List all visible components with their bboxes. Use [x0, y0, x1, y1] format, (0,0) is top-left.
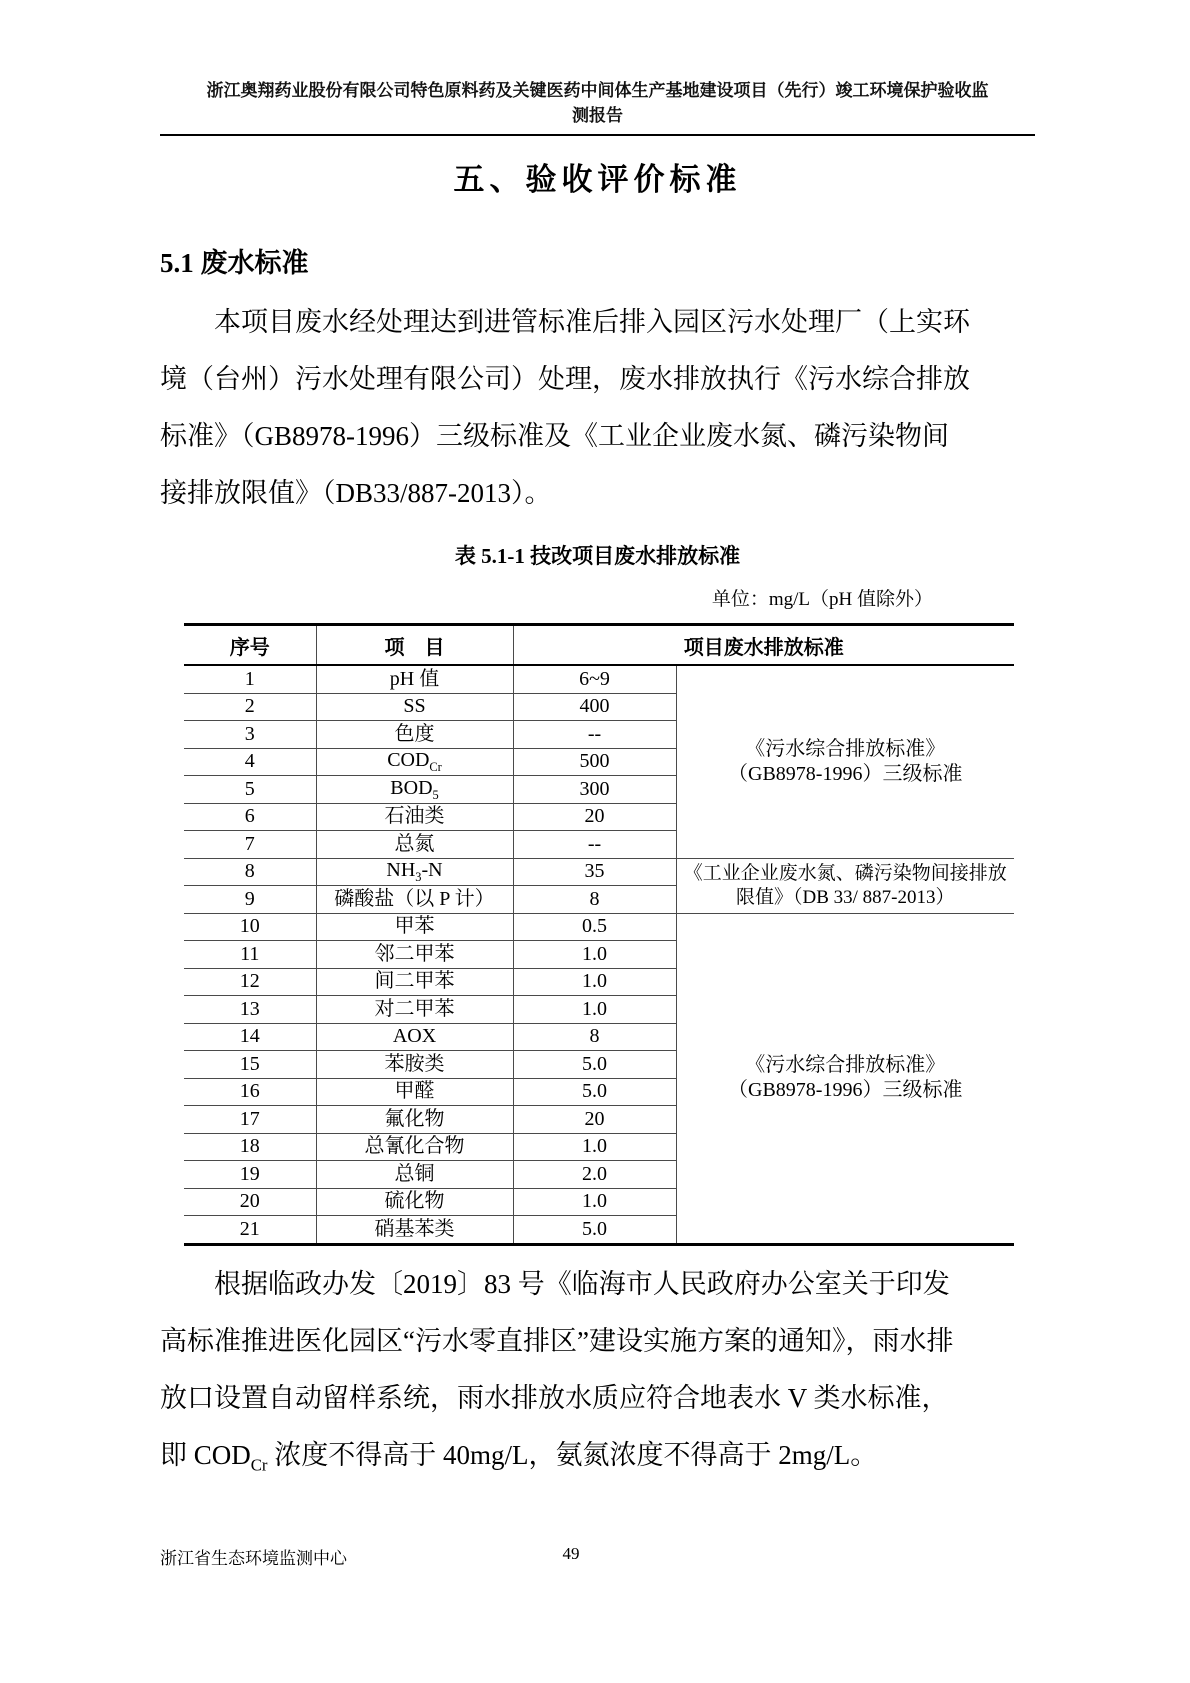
cod-subscript: Cr	[250, 1454, 268, 1474]
row-number-cell: 3	[184, 721, 316, 749]
limit-value-cell: 1.0	[513, 968, 676, 996]
limit-value-cell: 8	[513, 1023, 676, 1051]
limit-value-cell: --	[513, 831, 676, 859]
limit-value-cell: 6~9	[513, 665, 676, 693]
row-number-cell: 21	[184, 1216, 316, 1245]
item-subscript: 3	[415, 870, 422, 885]
paragraph-line: 接排放限值》（DB33/887-2013）。	[160, 478, 552, 508]
row-number-cell: 17	[184, 1106, 316, 1134]
report-title-header	[160, 78, 1035, 128]
paragraph-line: 高标准推进医化园区“污水零直排区”建设实施方案的通知》，雨水排	[160, 1325, 954, 1356]
row-number-cell: 12	[184, 968, 316, 996]
limit-value-cell: 20	[513, 803, 676, 831]
page-footer	[160, 1544, 1035, 1569]
unit-note: 单位：mg/L（pH 值除外）	[711, 589, 933, 610]
item-subscript: 5	[432, 787, 439, 802]
header-line-2: 测报告	[572, 106, 623, 125]
row-number-cell: 18	[184, 1133, 316, 1161]
paragraph-line: 本项目废水经处理达到进管标准后排入园区污水处理厂（上实环	[214, 307, 970, 337]
limit-value-cell: --	[513, 721, 676, 749]
item-cell: 磷酸盐（以 P 计）	[316, 886, 513, 914]
row-number-cell: 5	[184, 776, 316, 804]
intro-paragraph	[160, 294, 1035, 522]
limit-value-cell: 5.0	[513, 1078, 676, 1106]
item-cell: 色度	[316, 721, 513, 749]
item-cell: 总氰化合物	[316, 1133, 513, 1161]
limit-value-cell: 1.0	[513, 1133, 676, 1161]
wastewater-standards-table	[184, 623, 1014, 1246]
paragraph-line: 境（台州）污水处理有限公司）处理，废水排放执行《污水综合排放	[160, 364, 970, 394]
limit-value-cell: 300	[513, 776, 676, 804]
paragraph-line-cod	[160, 1427, 1035, 1493]
row-number-cell: 8	[184, 858, 316, 886]
item-cell: 甲醛	[316, 1078, 513, 1106]
row-number-cell: 20	[184, 1188, 316, 1216]
item-cell: 对二甲苯	[316, 996, 513, 1024]
standard-line: 《污水综合排放标准》	[745, 1054, 946, 1076]
limit-value-cell: 20	[513, 1106, 676, 1134]
standard-cell	[676, 858, 1014, 913]
row-number-cell: 10	[184, 913, 316, 941]
item-cell: 苯胺类	[316, 1051, 513, 1079]
limit-value-cell: 5.0	[513, 1216, 676, 1245]
item-cell: 总氮	[316, 831, 513, 859]
row-number-cell: 4	[184, 748, 316, 776]
chapter-title: 五、验收评价标准	[453, 162, 742, 197]
page-number: 49	[562, 1544, 580, 1563]
row-number-cell: 2	[184, 693, 316, 721]
limit-value-cell: 5.0	[513, 1051, 676, 1079]
item-cell: 硫化物	[316, 1188, 513, 1216]
item-cell: 氟化物	[316, 1106, 513, 1134]
row-number-cell: 14	[184, 1023, 316, 1051]
standard-line: 《工业企业废水氮、磷污染物间接排放	[683, 862, 1007, 884]
item-cell: $BOD_5$	[316, 776, 513, 804]
row-number-cell: 6	[184, 803, 316, 831]
item-cell: AOX	[316, 1023, 513, 1051]
row-number-cell: 11	[184, 941, 316, 969]
limit-value-cell: 0.5	[513, 913, 676, 941]
item-cell: 硝基苯类	[316, 1216, 513, 1245]
table-body	[184, 665, 1014, 1244]
item-cell: 间二甲苯	[316, 968, 513, 996]
item-cell: 邻二甲苯	[316, 941, 513, 969]
limit-value-cell: 1.0	[513, 1188, 676, 1216]
table-caption: 表 5.1-1 技改项目废水排放标准	[454, 544, 741, 568]
table-row	[184, 913, 1014, 941]
row-number-cell: 15	[184, 1051, 316, 1079]
item-cell: 甲苯	[316, 913, 513, 941]
standard-line: 《污水综合排放标准》	[745, 737, 946, 760]
col-header-item: 项 目	[316, 625, 513, 666]
section-heading: 5.1 废水标准	[160, 248, 309, 278]
item-cell: pH 值	[316, 665, 513, 693]
row-number-cell: 13	[184, 996, 316, 1024]
closing-paragraph	[160, 1256, 1035, 1493]
col-header-no: 序号	[184, 625, 316, 666]
limit-value-cell: 1.0	[513, 996, 676, 1024]
item-cell: $NH_3-N$	[316, 858, 513, 886]
limit-value-cell: 2.0	[513, 1161, 676, 1189]
item-subscript: Cr	[429, 760, 442, 775]
col-header-standard: 项目废水排放标准	[513, 625, 1014, 666]
standard-line: （GB8978-1996）三级标准	[728, 762, 963, 785]
standard-line: （GB8978-1996）三级标准	[728, 1079, 963, 1101]
limit-value-cell: 35	[513, 858, 676, 886]
item-cell: SS	[316, 693, 513, 721]
cod-text-pre: 即 COD	[160, 1439, 251, 1470]
item-cell: 总铜	[316, 1161, 513, 1189]
table-row	[184, 665, 1014, 693]
table-header-row	[184, 625, 1014, 666]
cod-text-post: 浓度不得高于 40mg/L，氨氮浓度不得高于 2mg/L。	[267, 1439, 878, 1470]
item-cell: $COD_{Cr}$	[316, 748, 513, 776]
header-line-1: 浙江奥翔药业股份有限公司特色原料药及关键医药中间体生产基地建设项目（先行）竣工环境保护验收监	[206, 81, 989, 100]
footer-organization: 浙江省生态环境监测中心	[160, 1549, 347, 1568]
paragraph-line: 根据临政办发〔2019〕83 号《临海市人民政府办公室关于印发	[214, 1268, 950, 1299]
row-number-cell: 7	[184, 831, 316, 859]
limit-value-cell: 500	[513, 748, 676, 776]
row-number-cell: 19	[184, 1161, 316, 1189]
standard-cell	[676, 913, 1014, 1244]
table-row	[184, 858, 1014, 886]
limit-value-cell: 400	[513, 693, 676, 721]
paragraph-line: 标准》（GB8978-1996）三级标准及《工业企业废水氮、磷污染物间	[160, 421, 949, 451]
item-cell: 石油类	[316, 803, 513, 831]
row-number-cell: 16	[184, 1078, 316, 1106]
limit-value-cell: 1.0	[513, 941, 676, 969]
page-header	[160, 78, 1035, 136]
limit-value-cell: 8	[513, 886, 676, 914]
paragraph-line: 放口设置自动留样系统，雨水排放水质应符合地表水 V 类水标准，	[160, 1382, 949, 1413]
row-number-cell: 9	[184, 886, 316, 914]
row-number-cell: 1	[184, 665, 316, 693]
standard-cell	[676, 665, 1014, 858]
header-divider	[160, 134, 1035, 136]
standard-line: 限值》（DB 33/ 887-2013）	[735, 886, 955, 908]
